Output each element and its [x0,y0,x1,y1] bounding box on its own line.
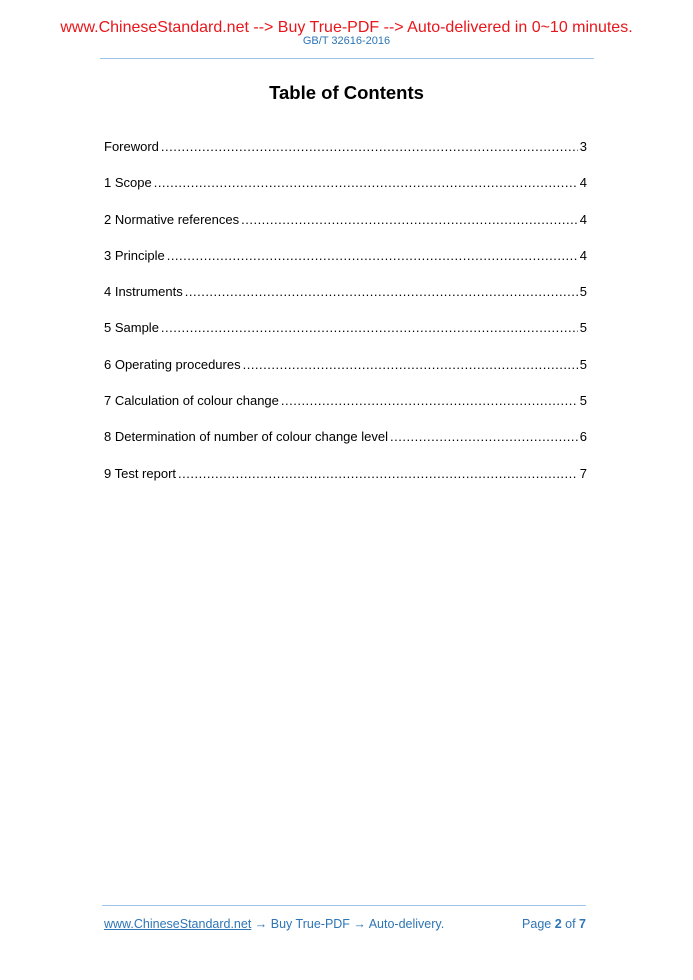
toc-entry-label: 2 Normative references [104,211,240,227]
toc-entry-foreword[interactable] [104,138,587,174]
toc-entry-scope[interactable] [104,174,587,210]
toc-dot-leader [243,356,578,374]
toc-entry-page: 4 [579,247,587,263]
toc-dot-leader [167,247,578,265]
toc-entry-page: 5 [579,320,587,336]
toc-entry-page: 3 [579,139,587,154]
website-link[interactable]: www.ChineseStandard.net [104,917,252,931]
toc-dot-leader [161,138,578,156]
footer-tagline: → Buy True-PDF → Auto-delivery. [251,917,445,931]
toc-entry-determination[interactable] [104,428,587,464]
toc-entry-principle[interactable] [104,247,587,283]
toc-entry-instruments[interactable] [104,283,587,319]
toc-entry-label: 7 Calculation of colour change [104,393,279,409]
toc-dot-leader [281,392,578,410]
toc-entry-page: 7 [579,465,587,481]
page-current: 2 [554,917,562,931]
toc-entry-page: 4 [579,211,587,227]
toc-entry-test-report[interactable] [104,465,587,501]
promo-banner[interactable]: www.ChineseStandard.net --> Buy True-PDF --> Auto-delivered in 0~10 minutes. [60,19,633,36]
toc-entry-calculation[interactable] [104,392,587,428]
toc-entry-page: 5 [579,393,587,409]
toc-entry-operating-procedures[interactable] [104,356,587,392]
footer-left [104,916,444,932]
toc-dot-leader [390,428,578,446]
header-divider [100,58,594,59]
document-code: GB/T 32616-2016 [302,35,391,47]
toc-entry-page: 5 [579,284,587,300]
toc-dot-leader [154,174,578,192]
footer-divider [102,905,586,906]
toc-entry-sample[interactable] [104,319,587,355]
toc-entry-label: 5 Sample [104,320,159,336]
toc-entry-label: 9 Test report [104,465,177,481]
toc-entry-label: 1 Scope [104,175,152,191]
toc-entry-label: Foreword [104,139,159,154]
toc-list [104,138,587,501]
toc-entry-label: 3 Principle [104,247,165,263]
toc-entry-label: 6 Operating procedures [104,356,241,372]
page-number [522,916,586,932]
toc-entry-page: 5 [579,356,587,372]
page-prefix: Page [522,917,555,931]
toc-entry-normative-references[interactable] [104,211,587,247]
toc-dot-leader [185,283,578,301]
toc-entry-label: 8 Determination of number of colour change level [104,429,388,445]
toc-dot-leader [161,319,578,337]
toc-dot-leader [241,211,578,229]
page-of: of [561,917,580,931]
toc-entry-label: 4 Instruments [104,284,183,300]
page-total: 7 [579,917,586,931]
toc-dot-leader [178,465,578,483]
toc-entry-page: 4 [579,175,587,191]
toc-entry-page: 6 [579,429,587,445]
toc-title: Table of Contents [269,82,424,103]
